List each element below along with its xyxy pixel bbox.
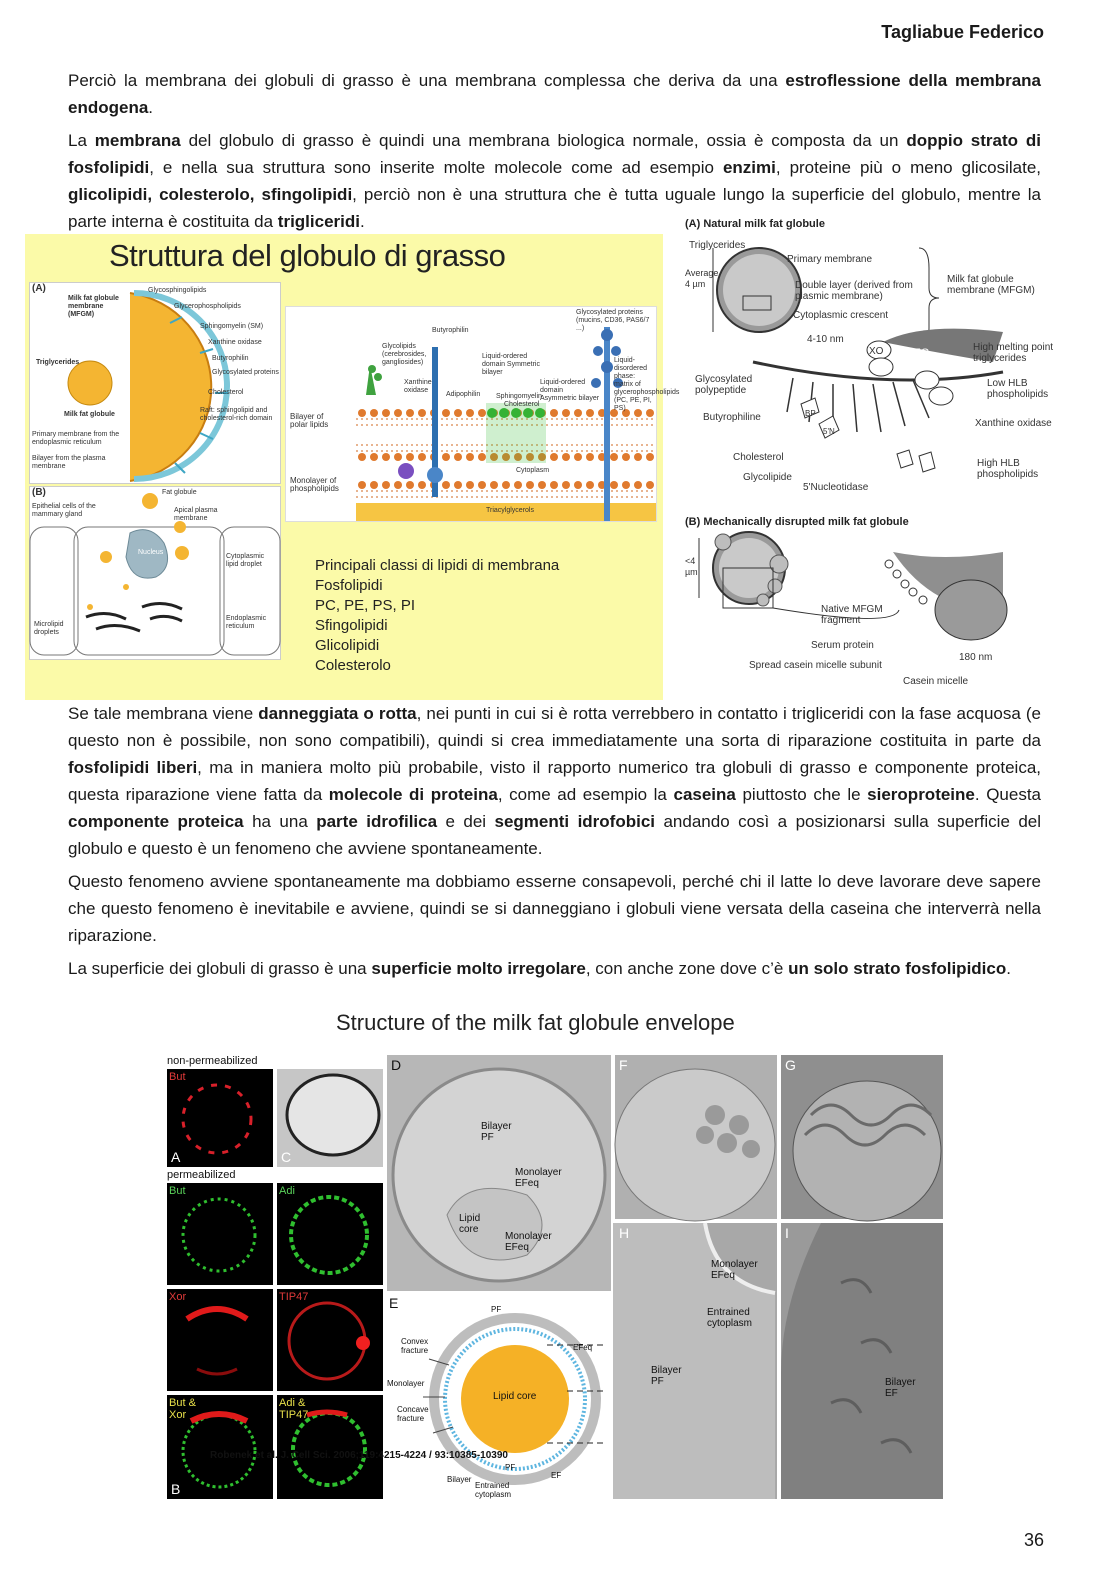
tile-label: TIP47 xyxy=(279,1291,309,1303)
paragraph-4: Questo fenomeno avviene spontaneamente ma dobbiamo esserne consapevoli, perché chi il latte lo deve lavorare deve sapere che questo fenomeno è inevitabile e avviene, quindi se si danneggiano i globuli viene versata della caseina che interverrà nella riparazione. xyxy=(68,872,1041,945)
figure3-citation: Robenek et al. J. Cell Sci. 2006;119:4215-4224 / 93:10385-10390 xyxy=(210,1450,508,1461)
label-low-hlb: Low HLB phospholipids xyxy=(987,378,1049,400)
page-number: 36 xyxy=(1023,1530,1044,1550)
lipid-class-item: Sfingolipidi xyxy=(315,617,388,634)
tile-letter: C xyxy=(281,1149,292,1165)
label-glycerophospholipids: Glycerophospholipids xyxy=(174,303,241,310)
tile-label: EFeq xyxy=(573,1343,593,1352)
label-glycosylated-proteins: Glycosylated proteins xyxy=(212,369,279,376)
tile-label: Adi xyxy=(279,1185,295,1197)
tile-label: Bilayer EF xyxy=(885,1377,916,1399)
panel-a-label: (A) xyxy=(32,283,46,294)
lipid-class-item: Glicolipidi xyxy=(315,637,380,654)
tile-label: Lipid core xyxy=(459,1213,481,1235)
tile-letter: G xyxy=(785,1057,796,1073)
label-high-melting: High melting point triglycerides xyxy=(973,342,1054,364)
label-adipophilin: Adipophilin xyxy=(446,391,481,398)
lipid-class-item: PC, PE, PS, PI xyxy=(315,597,416,614)
label-nucleotidase: 5'Nucleotidase xyxy=(803,482,869,493)
tile-letter: F xyxy=(619,1057,628,1073)
figure-natural-vs-disrupted xyxy=(683,212,1078,698)
tile-label: Lipid core xyxy=(493,1391,537,1402)
label-cholesterol-2: Cholesterol xyxy=(733,452,784,463)
tile-label: EF xyxy=(551,1471,562,1480)
paragraph-5: La superficie dei globuli di grasso è una superficie molto irregolare, con anche zone dove c’è un solo strato fosfolipidico. xyxy=(68,959,1011,978)
tile-label: Monolayer EFeq xyxy=(711,1259,758,1281)
tile-label: But xyxy=(169,1071,186,1083)
label-lt4: <4 µm xyxy=(685,556,698,577)
tile-label: Monolayer EFeq xyxy=(505,1231,552,1253)
micrograph-i xyxy=(781,1223,943,1499)
label-serum-protein: Serum protein xyxy=(811,640,874,651)
micrograph-h xyxy=(615,1223,777,1499)
label-raft: Raft: sphingolipid and cholesterol-rich domain xyxy=(200,407,273,422)
micrograph-c xyxy=(277,1069,383,1167)
tile-label: Entrained cytoplasm xyxy=(475,1481,512,1499)
micrograph-tip47 xyxy=(277,1289,383,1391)
label-spread-casein: Spread casein micelle subunit xyxy=(749,660,882,671)
label-triacylglycerols: Triacylglycerols xyxy=(486,507,534,514)
label-mfgm-2: Milk fat globule membrane (MFGM) xyxy=(947,274,1035,296)
tile-letter: D xyxy=(391,1057,402,1073)
label-butyrophilin-m: Butyrophilin xyxy=(432,327,469,334)
tile-letter: A xyxy=(171,1149,181,1165)
label-180nm: 180 nm xyxy=(959,652,993,663)
label-microlipid: Microlipid droplets xyxy=(34,621,64,636)
micrograph-f xyxy=(615,1055,777,1219)
tile-label: PF xyxy=(505,1463,516,1472)
label-xanthine-oxidase: Xanthine oxidase xyxy=(208,339,262,346)
label-glycolipids: Glycolipids (cerebrosides, gangliosides) xyxy=(382,343,427,366)
tile-label: Xor xyxy=(169,1291,187,1303)
tile-label: Bilayer xyxy=(447,1475,472,1484)
label-triglycerides-2: Triglycerides xyxy=(689,240,746,251)
label-average: Average 4 µm xyxy=(685,268,719,289)
label-lo-asymmetric: Liquid-ordered domain Asymmetric bilayer xyxy=(540,379,600,402)
label-cytoplasm: Cytoplasm xyxy=(516,467,550,474)
label-casein-micelle: Casein micelle xyxy=(903,676,969,687)
label-5n: 5'N xyxy=(823,427,835,436)
label-permeabilized: permeabilized xyxy=(167,1169,236,1181)
label-glycosylated-proteins-m: Glycosylated proteins (mucins, CD36, PAS6/7 ...) xyxy=(576,309,650,332)
tile-letter: E xyxy=(389,1295,399,1311)
panel-b-label: (B) xyxy=(32,487,46,498)
label-apical: Apical plasma membrane xyxy=(174,507,218,522)
figure-title: Struttura del globulo di grasso xyxy=(109,238,506,273)
label-sphingomyelin-m: Sphingomyelin xyxy=(496,393,542,400)
tile-label: Concave fracture xyxy=(397,1405,429,1423)
label-fat-globule: Milk fat globule xyxy=(64,411,115,418)
micrograph-d xyxy=(387,1055,611,1291)
label-cholesterol-m: Cholesterol xyxy=(504,401,540,408)
tile-label: But & Xor xyxy=(169,1397,196,1421)
tile-label: But xyxy=(169,1185,186,1197)
tile-label: Monolayer xyxy=(387,1379,425,1388)
label-glycosylated-polypeptide: Glycosylated polypeptide xyxy=(695,374,753,396)
figure3-title: Structure of the milk fat globule envelope xyxy=(336,1010,735,1035)
label-butyrophilin: Butyrophilin xyxy=(212,355,249,362)
label-nucleus: Nucleus xyxy=(138,549,164,556)
tile-label: Convex fracture xyxy=(401,1337,429,1355)
lipid-class-item: Colesterolo xyxy=(315,657,391,674)
panel-b-cells xyxy=(29,486,281,660)
micrograph-a xyxy=(167,1069,273,1167)
label-crescent: Cytoplasmic crescent xyxy=(793,310,889,321)
micrograph-adi xyxy=(277,1183,383,1285)
label-mfgm: Milk fat globule membrane (MFGM) xyxy=(68,295,119,318)
micrograph-but xyxy=(167,1183,273,1285)
label-tg: $TG_{HMP}$ xyxy=(913,346,946,363)
tile-label: Bilayer PF xyxy=(481,1121,512,1143)
label-xanthine-m: Xanthine oxidase xyxy=(404,379,432,394)
label-high-hlb: High HLB phospholipids xyxy=(977,458,1039,480)
label-sphingomyelin: Sphingomyelin (SM) xyxy=(200,323,264,330)
label-bilayer: Bilayer from the plasma membrane xyxy=(32,455,106,470)
paragraph-2: La membrana del globulo di grasso è quindi una membrana biologica normale, ossia è composta da un doppio strato di fosfolipidi, e nella sua struttura sono inserite molte molecole come ad esempio enzimi, proteine più o meno glicosilate, glicolipidi, colesterolo, sfingolipidi, perciò non è una struttura che è tutta uguale lungo la superficie del globulo, mentre la parte interna è costituita da trigliceridi. xyxy=(68,131,1041,231)
label-double-layer: Double layer (derived from plasmic membrane) xyxy=(795,280,913,302)
lipid-class-item: Fosfolipidi xyxy=(315,577,383,594)
paragraph-1: Perciò la membrana dei globuli di grasso è una membrana complessa che deriva da una estroflessione della membrana endogena. xyxy=(68,71,1041,117)
tile-letter: I xyxy=(785,1225,789,1241)
label-lo-symmetric: Liquid-ordered domain Symmetric bilayer xyxy=(482,353,540,376)
label-monolayer: Monolayer of phospholipids xyxy=(290,476,339,493)
label-primary-membrane: Primary membrane from the endoplasmic reticulum xyxy=(32,431,120,446)
header-author: Tagliabue Federico xyxy=(881,22,1044,42)
label-glycolipide: Glycolipide xyxy=(743,472,792,483)
label-triglycerides: Triglycerides xyxy=(36,359,80,366)
micrograph-but-xor xyxy=(167,1395,273,1499)
figure2-b-title: (B) Mechanically disrupted milk fat globule xyxy=(685,516,909,528)
figure-globule-structure xyxy=(25,234,680,700)
label-non-permeabilized: non-permeabilized xyxy=(167,1055,258,1067)
label-bilayer-polar: Bilayer of polar lipids xyxy=(290,412,329,429)
label-cytoplasmic-droplet: Cytoplasmic lipid droplet xyxy=(226,553,265,568)
label-native-fragment: Native MFGM fragment xyxy=(821,604,883,626)
label-ld-phase: Liquid-disordered phase: matrix of glycerophospholipids (PC, PE, PI, PS) xyxy=(614,357,680,412)
label-epithelial-cells: Epithelial cells of the mammary gland xyxy=(32,503,96,518)
label-bp: BP xyxy=(805,409,816,418)
tile-letter: H xyxy=(619,1225,630,1241)
label-primary-membrane-2: Primary membrane xyxy=(787,254,873,265)
tile-label: Monolayer EFeq xyxy=(515,1167,562,1189)
tile-label: Adi & TIP47 xyxy=(279,1397,309,1421)
label-butyrophiline: Butyrophiline xyxy=(703,412,761,423)
lipid-class-heading: Principali classi di lipidi di membrana xyxy=(315,557,560,574)
micrograph-adi-tip47 xyxy=(277,1395,383,1499)
tile-label: Entrained cytoplasm xyxy=(707,1307,753,1329)
panel-a-globule xyxy=(29,282,281,484)
paragraph-3: Se tale membrana viene danneggiata o rotta, nei punti in cui si è rotta verrebbero in contatto i trigliceridi con la fase acquosa (e questo non è possibile, non sono compatibili), quindi si crea immediatamente una sorta di riparazione costituita in parte da fosfolipidi liberi, ma in maniera molto più probabile, visto il rapporto numerico tra globuli di grasso e componente proteica, questa riparazione viene fatta da molecole di proteina, come ad esempio la caseina piuttosto che le sieroproteine. Questa componente proteica ha una parte idrofilica e dei segmenti idrofobici andando così a posizionarsi sulla superficie del globulo e questo è un fenomeno che avviene spontaneamente. xyxy=(68,704,1042,858)
label-glycosphingolipids: Glycosphingolipids xyxy=(148,287,207,294)
tile-letter: B xyxy=(171,1481,181,1497)
tile-label: PF xyxy=(491,1305,502,1314)
membrane-diagram xyxy=(285,306,680,522)
diagram-e xyxy=(387,1293,611,1499)
label-xo: XO xyxy=(869,346,884,357)
micrograph-g xyxy=(781,1055,943,1219)
figure2-a-title: (A) Natural milk fat globule xyxy=(685,218,825,230)
label-fat-globule-b: Fat globule xyxy=(162,489,197,496)
lipid-classes-list xyxy=(315,556,559,676)
micrograph-xor xyxy=(167,1289,273,1391)
label-cholesterol: Cholesterol xyxy=(208,389,244,396)
label-xanthine-2: Xanthine oxidase xyxy=(975,418,1052,429)
label-er: Endoplasmic reticulum xyxy=(226,615,267,630)
tile-label: Bilayer PF xyxy=(651,1365,682,1387)
label-nm: 4-10 nm xyxy=(807,334,844,345)
figure-envelope-micrographs xyxy=(165,1055,945,1501)
